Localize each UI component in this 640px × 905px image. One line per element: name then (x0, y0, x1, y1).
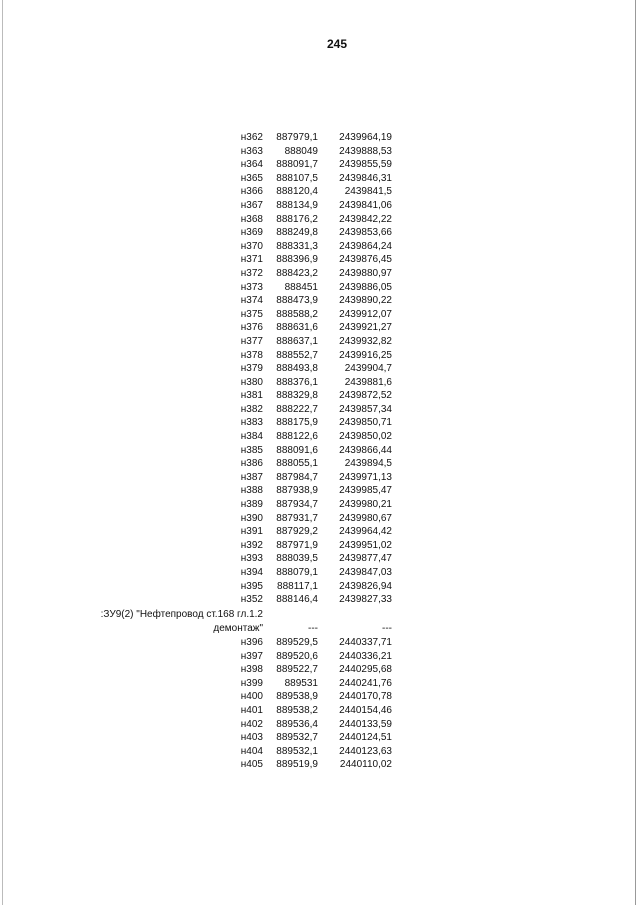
x-coordinate: 888120,4 (276, 186, 318, 198)
table-row (0, 253, 640, 267)
table-row (0, 690, 640, 704)
table-row (0, 349, 640, 363)
y-coordinate: 2439932,82 (339, 335, 392, 347)
point-id: н385 (240, 444, 263, 456)
x-coordinate: 889531 (284, 677, 318, 689)
section-title-line1: :ЗУ9(2) "Нефтепровод ст.168 гл.1.2 (100, 608, 263, 620)
table-row (0, 308, 640, 322)
point-id: н387 (240, 471, 263, 483)
y-coordinate: 2439826,94 (339, 580, 392, 592)
point-id: н395 (240, 580, 263, 592)
y-coordinate: 2439841,5 (344, 186, 392, 198)
y-coordinate: 2439842,22 (339, 213, 392, 225)
x-coordinate: 889536,4 (276, 718, 318, 730)
y-coordinate: 2440295,68 (339, 664, 392, 676)
y-coordinate: 2439876,45 (339, 254, 392, 266)
x-coordinate: 888222,7 (276, 403, 318, 415)
table-row (0, 199, 640, 213)
y-coordinate: 2439916,25 (339, 349, 392, 361)
point-id: н366 (240, 186, 263, 198)
x-coordinate: 889529,5 (276, 636, 318, 648)
page-number: 245 (326, 37, 348, 51)
point-id: н373 (240, 281, 263, 293)
y-coordinate: 2439850,02 (339, 431, 392, 443)
table-row (0, 294, 640, 308)
point-id: н388 (240, 485, 263, 497)
y-coordinate: 2439890,22 (339, 295, 392, 307)
point-id: н386 (240, 458, 263, 470)
y-coordinate: 2439980,21 (339, 499, 392, 511)
point-id: н381 (240, 390, 263, 402)
x-coordinate: 889538,2 (276, 704, 318, 716)
y-coordinate: 2439971,13 (339, 471, 392, 483)
y-coordinate: 2439964,42 (339, 526, 392, 538)
y-coordinate: 2439980,67 (339, 512, 392, 524)
x-coordinate: 887931,7 (276, 512, 318, 524)
table-row (0, 566, 640, 580)
table-row (0, 403, 640, 417)
point-id: н372 (240, 267, 263, 279)
y-coordinate: 2440337,71 (339, 636, 392, 648)
rows-group-b (0, 636, 640, 772)
y-coordinate: 2439872,52 (339, 390, 392, 402)
x-coordinate: 889519,9 (276, 759, 318, 771)
table-row (0, 593, 640, 607)
table-row (0, 525, 640, 539)
point-id: н394 (240, 567, 263, 578)
y-coordinate: 2439853,66 (339, 227, 392, 239)
point-id: н369 (240, 227, 263, 239)
x-coordinate: 888249,8 (276, 227, 318, 239)
point-id: н384 (240, 431, 263, 443)
point-id: н379 (240, 363, 263, 375)
table-row (0, 416, 640, 430)
point-id: н398 (240, 664, 263, 676)
table-row (0, 267, 640, 281)
x-coordinate: 888091,7 (276, 159, 318, 171)
table-row (0, 158, 640, 172)
table-row (0, 321, 640, 335)
point-id: н397 (240, 650, 263, 662)
table-row (0, 677, 640, 691)
point-id: н371 (240, 254, 263, 266)
point-id: н404 (240, 745, 263, 757)
table-row (0, 580, 640, 594)
table-row (0, 471, 640, 485)
table-row (0, 213, 640, 227)
x-coordinate: 888146,4 (276, 594, 318, 606)
x-coordinate: 888637,1 (276, 335, 318, 347)
x-coordinate: 888079,1 (276, 567, 318, 578)
point-id: н378 (240, 349, 263, 361)
table-row (0, 718, 640, 732)
x-coordinate: 888423,2 (276, 267, 318, 279)
x-coordinate: 887938,9 (276, 485, 318, 497)
point-id: н365 (240, 172, 263, 184)
x-coordinate: 888091,6 (276, 444, 318, 456)
y-coordinate: 2439864,24 (339, 240, 392, 252)
x-coordinate: 888552,7 (276, 349, 318, 361)
x-coordinate: 888175,9 (276, 417, 318, 429)
point-id: н376 (240, 322, 263, 334)
table-row (0, 145, 640, 159)
x-coordinate: 887984,7 (276, 471, 318, 483)
table-row (0, 636, 640, 650)
point-id: н374 (240, 295, 263, 307)
y-coordinate: 2439894,5 (344, 458, 392, 470)
point-id: н391 (240, 526, 263, 538)
point-id: н400 (240, 691, 263, 703)
point-id: н375 (240, 308, 263, 320)
y-coordinate: 2440110,02 (339, 759, 392, 771)
point-id: н367 (240, 199, 263, 211)
y-coordinate: 2439877,47 (339, 553, 392, 565)
y-coordinate: 2440154,46 (339, 704, 392, 716)
table-row (0, 240, 640, 254)
y-coordinate: 2439847,03 (339, 567, 392, 578)
y-coordinate: 2439904,7 (344, 363, 392, 375)
y-coordinate: 2439886,05 (339, 281, 392, 293)
point-id: н352 (240, 594, 263, 606)
x-coordinate: 888331,3 (276, 240, 318, 252)
point-id: н382 (240, 403, 263, 415)
x-coordinate: 888329,8 (276, 390, 318, 402)
x-coordinate: 887979,1 (276, 132, 318, 143)
point-id: н362 (240, 132, 263, 143)
coordinates-table (0, 131, 640, 772)
x-coordinate: 888473,9 (276, 295, 318, 307)
y-coordinate: 2440124,51 (339, 732, 392, 744)
y-coordinate: 2439921,27 (339, 322, 392, 334)
point-id: н405 (240, 759, 263, 771)
table-row (0, 552, 640, 566)
x-coordinate: 888376,1 (276, 376, 318, 388)
point-id: н403 (240, 732, 263, 744)
table-row (0, 131, 640, 145)
point-id: н380 (240, 376, 263, 388)
table-row (0, 376, 640, 390)
table-row (0, 745, 640, 759)
x-coordinate: 889532,7 (276, 732, 318, 744)
section-x-placeholder: --- (308, 623, 318, 635)
x-coordinate: 888176,2 (276, 213, 318, 225)
y-coordinate: 2439964,19 (339, 132, 392, 143)
x-coordinate: 887971,9 (276, 539, 318, 551)
table-row (0, 389, 640, 403)
y-coordinate: 2439912,07 (339, 308, 392, 320)
y-coordinate: 2440241,76 (339, 677, 392, 689)
y-coordinate: 2440123,63 (339, 745, 392, 757)
x-coordinate: 888049 (284, 145, 318, 157)
point-id: н396 (240, 636, 263, 648)
point-id: н363 (240, 145, 263, 157)
y-coordinate: 2439855,59 (339, 159, 392, 171)
section-title-row-2 (0, 622, 640, 636)
y-coordinate: 2439850,71 (339, 417, 392, 429)
x-coordinate: 887934,7 (276, 499, 318, 511)
point-id: н392 (240, 539, 263, 551)
point-id: н393 (240, 553, 263, 565)
y-coordinate: 2439880,97 (339, 267, 392, 279)
table-row (0, 281, 640, 295)
section-title-line2: демонтаж" (213, 623, 263, 635)
x-coordinate: 888117,1 (277, 580, 318, 592)
table-row (0, 704, 640, 718)
rows-group-a (0, 131, 640, 607)
x-coordinate: 888396,9 (276, 254, 318, 266)
section-title-row (0, 607, 640, 623)
point-id: н401 (240, 704, 263, 716)
point-id: н364 (240, 159, 263, 171)
x-coordinate: 889532,1 (276, 745, 318, 757)
point-id: н383 (240, 417, 263, 429)
x-coordinate: 889522,7 (276, 664, 318, 676)
y-coordinate: 2439827,33 (339, 594, 392, 606)
y-coordinate: 2439888,53 (339, 145, 392, 157)
table-row (0, 731, 640, 745)
y-coordinate: 2439866,44 (339, 444, 392, 456)
table-row (0, 172, 640, 186)
point-id: н368 (240, 213, 263, 225)
y-coordinate: 2439881,6 (344, 376, 392, 388)
table-row (0, 362, 640, 376)
point-id: н370 (240, 240, 263, 252)
x-coordinate: 888122,6 (276, 431, 318, 443)
table-row (0, 457, 640, 471)
table-row (0, 335, 640, 349)
x-coordinate: 888134,9 (276, 199, 318, 211)
x-coordinate: 888055,1 (276, 458, 318, 470)
y-coordinate: 2439857,34 (339, 403, 392, 415)
table-row (0, 484, 640, 498)
y-coordinate: 2439985,47 (339, 485, 392, 497)
x-coordinate: 888493,8 (276, 363, 318, 375)
table-row (0, 430, 640, 444)
x-coordinate: 889538,9 (276, 691, 318, 703)
y-coordinate: 2440133,59 (339, 718, 392, 730)
point-id: н377 (240, 335, 263, 347)
table-row (0, 226, 640, 240)
y-coordinate: 2439846,31 (339, 172, 392, 184)
x-coordinate: 888107,5 (276, 172, 318, 184)
point-id: н402 (240, 718, 263, 730)
y-coordinate: 2440336,21 (339, 650, 392, 662)
table-row (0, 185, 640, 199)
table-row (0, 539, 640, 553)
x-coordinate: 888631,6 (276, 322, 318, 334)
point-id: н390 (240, 512, 263, 524)
x-coordinate: 888451 (284, 281, 318, 293)
y-coordinate: 2440170,78 (339, 691, 392, 703)
section-y-placeholder: --- (382, 623, 392, 635)
table-row (0, 512, 640, 526)
table-row (0, 650, 640, 664)
y-coordinate: 2439951,02 (339, 539, 392, 551)
x-coordinate: 888039,5 (276, 553, 318, 565)
table-row (0, 498, 640, 512)
x-coordinate: 889520,6 (276, 650, 318, 662)
table-row (0, 663, 640, 677)
point-id: н399 (240, 677, 263, 689)
x-coordinate: 888588,2 (276, 308, 318, 320)
x-coordinate: 887929,2 (276, 526, 318, 538)
point-id: н389 (240, 499, 263, 511)
y-coordinate: 2439841,06 (339, 199, 392, 211)
table-row (0, 444, 640, 458)
table-row (0, 758, 640, 772)
